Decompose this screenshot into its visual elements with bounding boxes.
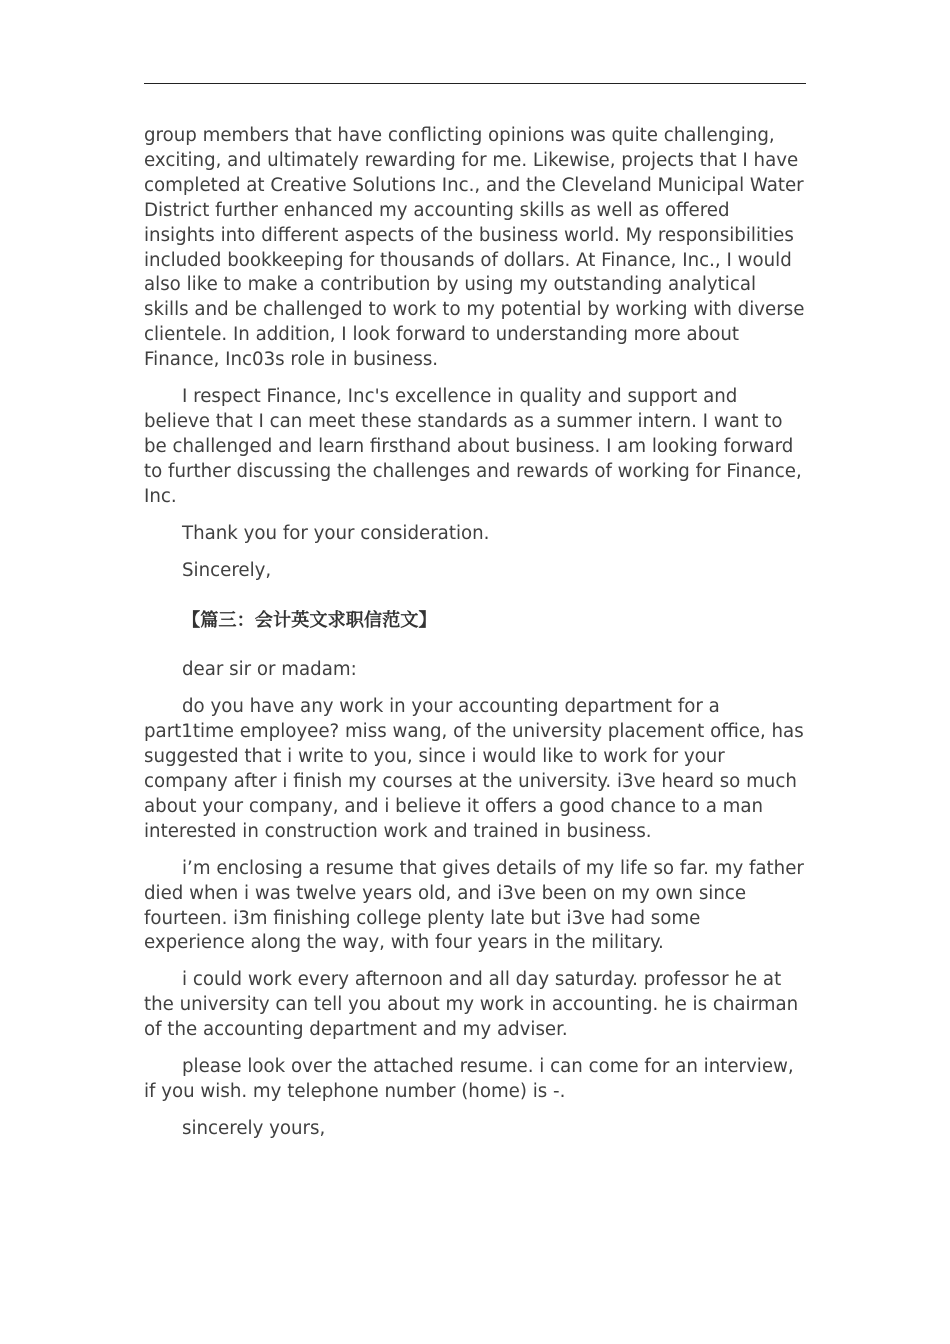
- thanks-line: Thank you for your consideration.: [182, 522, 490, 544]
- letter-signoff: sincerely yours,: [182, 1117, 326, 1139]
- closing-line: Sincerely,: [182, 559, 272, 581]
- letter-paragraph-resume: please look over the attached resume. i can come for an interview, if you wish. my telephone number (home) is -.: [144, 1056, 794, 1102]
- letter-paragraph-availability: i could work every afternoon and all day saturday. professor he at the university can tell you about my work in accounting. he is chairman of the accounting department and my adviser.: [144, 969, 799, 1041]
- document-body: [144, 124, 806, 1154]
- body-paragraph-continued: group members that have conflicting opinions was quite challenging, exciting, and ultimately rewarding for me. Likewise, projects that I have completed at Creative Solutions Inc., and the Cleveland Municipal Water District further enhanced my accounting skills as well as offered insights into different aspects of the business world. My responsibilities included bookkeeping for thousands of dollars. At Finance, Inc., I would also like to make a contribution by using my outstanding analytical skills and be challenged to work to my potential by working with diverse clientele. In addition, I look forward to understanding more about Finance, Inc03s role in business.: [144, 125, 805, 371]
- letter-paragraph-request: do you have any work in your accounting department for a part1time employee? miss wang, of the university placement office, has suggested that i write to you, since i would like to work for your company after i finish my courses at the university. i3ve heard so much about your company, and i believe it offers a good chance to a man interested in construction work and trained in business.: [144, 696, 804, 842]
- letter-paragraph-background: i’m enclosing a resume that gives details of my life so far. my father died when i was twelve years old, and i3ve been on my own since fourteen. i3m finishing college plenty late but i3ve had some experience along the way, with four years in the military.: [144, 857, 804, 954]
- body-paragraph-respect: I respect Finance, Inc's excellence in quality and support and believe that I can meet these standards as a summer intern. I want to be challenged and learn firsthand about business. I am looking forward to further discussing the challenges and rewards of working for Finance, Inc.: [144, 386, 802, 507]
- header-rule: [144, 83, 806, 84]
- document-page: [144, 0, 806, 1344]
- section-heading: 【篇三：会计英文求职信范文】: [182, 610, 437, 632]
- salutation: dear sir or madam:: [182, 659, 357, 681]
